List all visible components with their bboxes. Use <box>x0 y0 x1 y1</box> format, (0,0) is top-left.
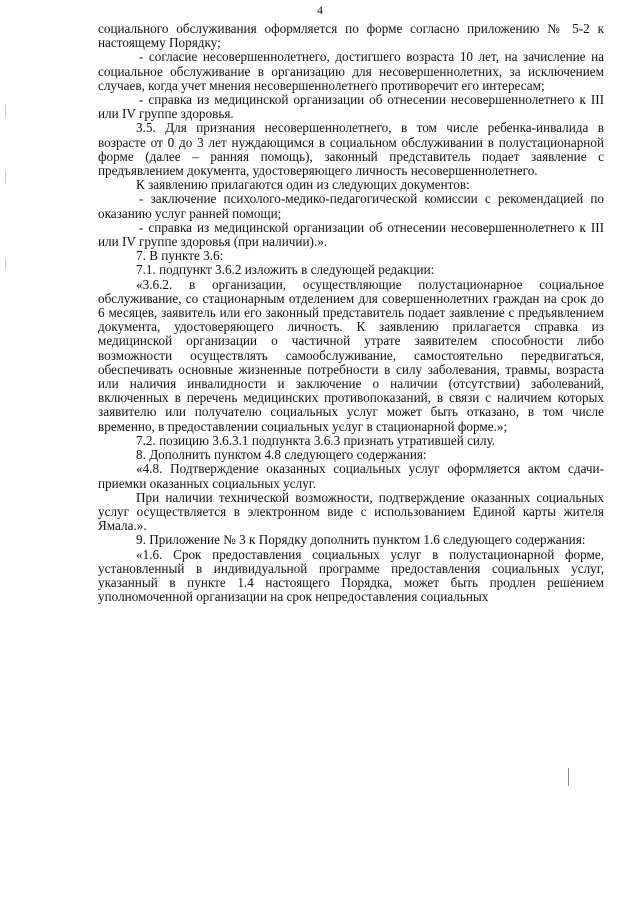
paragraph-continuation: социального обслуживания оформляется по форме согласно приложению № 5-2 к настоящему Порядку; <box>98 21 604 51</box>
paragraph-attachments-intro: К заявлению прилагаются один из следующих документов: <box>136 177 470 193</box>
scan-margin-mark <box>5 258 6 270</box>
page-number: 4 <box>317 3 323 17</box>
scan-margin-mark <box>5 104 6 118</box>
scan-artifact-mark <box>568 768 569 786</box>
paragraph-electronic-confirmation: При наличии технической возможности, подтверждение оказанных социальных услуг осуществляется в электронном виде с использованием Единой карты жителя Ямала.». <box>98 489 604 534</box>
paragraph-4-8: «4.8. Подтверждение оказанных социальных услуг оформляется актом сдачи-приемки оказанных социальных услуг. <box>98 461 604 491</box>
paragraph-item-8: 8. Дополнить пунктом 4.8 следующего содержания: <box>136 447 427 463</box>
paragraph-item-7-1: 7.1. подпункт 3.6.2 изложить в следующей редакции: <box>136 262 435 278</box>
paragraph-1-6: «1.6. Срок предоставления социальных услуг в полустационарной форме, установленный в индивидуальной программе предоставления социальных услуг, указанный в пункте 1.4 настоящего Порядка, может быть продлен решением уполномоченной организации на срок непредоставления социальных <box>98 546 604 605</box>
scan-margin-mark <box>5 170 6 184</box>
list-item-health-certificate-optional: - справка из медицинской организации об отнесении несовершеннолетнего к III или IV группе здоровья (при наличии).». <box>98 219 604 250</box>
paragraph-3-5: 3.5. Для признания несовершеннолетнего, в том числе ребенка-инвалида в возрасте от 0 до 3 лет нуждающимся в социальном обслуживании в полустационарной форме (далее – ранняя помощь), законный представитель подает заявление с предъявлением документа, удостоверяющего личность несовершеннолетнего. <box>98 120 604 179</box>
paragraph-item-7: 7. В пункте 3.6: <box>136 248 224 264</box>
document-body <box>98 22 604 604</box>
paragraph-item-7-2: 7.2. позицию 3.6.3.1 подпункта 3.6.3 признать утратившей силу. <box>136 432 496 448</box>
paragraph-3-6-2: «3.6.2. в организации, осуществляющие полустационарное социальное обслуживание, со стационарным отделением для совершеннолетних граждан на срок до 6 месяцев, заявитель или его законный представитель подает заявление с предъявлением документа, удостоверяющего личность. К заявлению прилагается справка из медицинской организации о частичной утрате заявителем способности либо возможности осуществлять самообслуживание, самостоятельно передвигаться, обеспечивать основные жизненные потребности в силу заболевания, травмы, возраста или наличия инвалидности и заключение о наличии (отсутствии) заболеваний, включенных в перечень медицинских противопоказаний, в связи с наличием которых заявителю или получателю социальных услуг может быть отказано, в том числе временно, в предоставлении социальных услуг в стационарной форме.»; <box>98 276 604 434</box>
list-item-health-certificate: - справка из медицинской организации об отнесении несовершеннолетнего к III или IV группе здоровья. <box>98 92 604 122</box>
list-item-consent: - согласие несовершеннолетнего, достигшего возраста 10 лет, на зачисление на социальное обслуживание в организацию для несовершеннолетних, за исключением случаев, когда учет мнения несовершеннолетнего противоречит его интересам; <box>98 49 604 93</box>
paragraph-item-9: 9. Приложение № 3 к Порядку дополнить пунктом 1.6 следующего содержания: <box>136 532 586 548</box>
list-item-commission-conclusion: - заключение психолого-медико-педагогической комиссии с рекомендацией по оказанию услуг ранней помощи; <box>98 191 604 221</box>
